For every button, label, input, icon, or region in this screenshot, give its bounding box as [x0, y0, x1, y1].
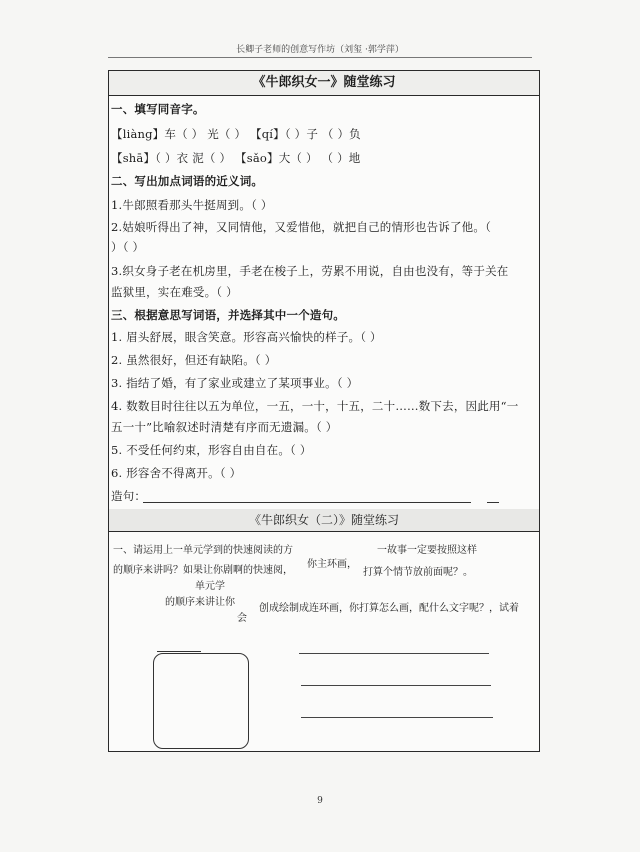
definition-2: 2. 虽然很好，但还有缺陷。（ ） — [111, 353, 277, 367]
section3-heading: 三、根据意思写词语，并选择其中一个造句。 — [111, 308, 345, 322]
w2-q2-line1: 的顺序来讲让你 — [165, 597, 235, 608]
writing-line-1[interactable] — [299, 653, 489, 654]
definition-4-line2: 五一十”比喻叙述时清楚有序而无遗漏。（ ） — [111, 420, 338, 434]
synonym-q2-line2: ）（ ） — [111, 240, 145, 254]
writing-line-2[interactable] — [301, 685, 491, 686]
w2-q1-line2-tail: 打算个情节放前面呢？。 — [363, 567, 473, 578]
sentence-label: 造句： — [111, 489, 147, 503]
header-rule — [108, 57, 532, 58]
synonym-q2-line1: 2.姑娘听得出了神，又同情他，又爱惜他，就把自己的情形也告诉了他。（ — [111, 220, 492, 234]
sentence-answer-line-tail — [487, 502, 499, 503]
worksheet2-title-bar — [109, 509, 539, 532]
homophone-row-1: 【liàng】车（ ） 光（ ） 【qí】（ ）子 （ ）负 — [111, 127, 361, 141]
writing-line-3[interactable] — [301, 717, 493, 718]
w2-q2-label: 单元学 — [195, 581, 225, 592]
sentence-answer-line — [143, 502, 471, 503]
definition-6: 6. 形容舍不得离开。（ ） — [111, 466, 242, 480]
section1-heading: 一、填写同音字。 — [111, 102, 205, 116]
worksheet-frame — [108, 70, 540, 752]
definition-4-line1: 4. 数数目时往往以五为单位，一五，一十，十五，二十……数下去，因此用“一 — [111, 399, 519, 413]
drawing-box-stroke — [157, 651, 201, 652]
synonym-q3-line1: 3.织女身子老在机房里，手老在梭子上，劳累不用说，自由也没有，等于关在 — [111, 264, 509, 278]
section2-heading: 二、写出加点词语的近义词。 — [111, 174, 264, 188]
definition-5: 5. 不受任何约束，形容自由自在。（ ） — [111, 443, 312, 457]
drawing-box[interactable] — [153, 653, 249, 749]
w2-q1-line2-mid: 你主环画， — [307, 559, 357, 570]
page-header: 长卿子老师的创意写作坊（刘玺 ·郭学萍） — [236, 45, 404, 55]
synonym-q1: 1.牛郎照看那头牛挺周到。（ ） — [111, 198, 273, 212]
definition-1: 1. 眉头舒展，眼含笑意。形容高兴愉快的样子。（ ） — [111, 330, 382, 344]
synonym-q3-line2: 监狱里，实在难受。（ ） — [111, 285, 238, 299]
w2-q2-line1-tail: 创成绘制成连环画，你打算怎么画，配什么文字呢？，试着 — [259, 603, 519, 614]
w2-q1-line2: 的顺序来讲吗？如果让你剧啊的快速阅， — [113, 565, 293, 576]
w2-q1-line1: 一、请运用上一单元学到的快速阅读的方 — [113, 545, 293, 556]
w2-q2-line1-mid: 会 — [237, 613, 247, 624]
homophone-row-2: 【shā】（ ）衣 泥（ ） 【sǎo】大（ ） （ ）地 — [111, 151, 361, 165]
worksheet1-title: 《牛郎织女一》随堂练习 — [109, 71, 539, 96]
w2-q1-line1-tail: 一故事一定要按照这样 — [377, 545, 477, 556]
definition-3: 3. 指结了婚，有了家业或建立了某项事业。（ ） — [111, 376, 359, 390]
page-number: 9 — [317, 796, 323, 806]
worksheet2-title: 《牛郎织女（二）》随堂练习 — [248, 513, 399, 527]
